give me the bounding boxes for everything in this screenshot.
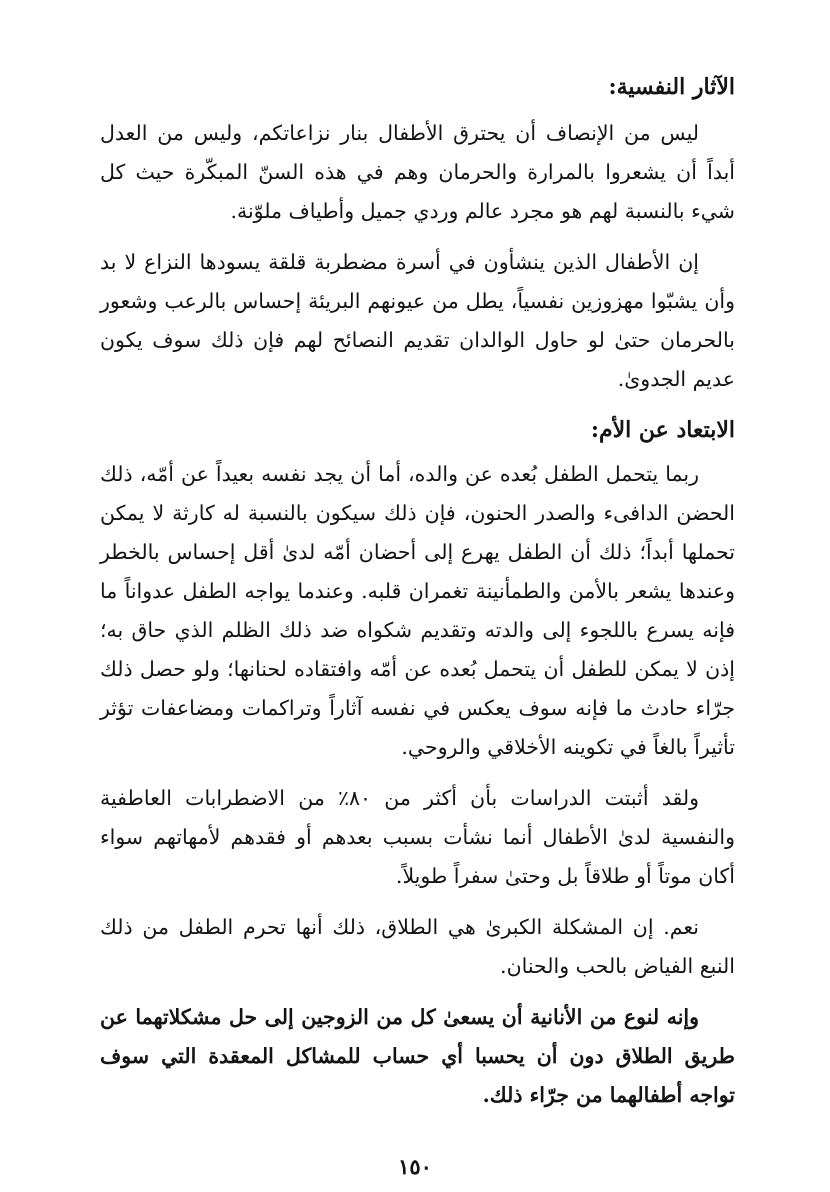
paragraph-divorce-problem: نعم. إن المشكلة الكبرىٰ هي الطلاق، ذلك أنها تحرم الطفل من ذلك النبع الفياض بالحب والحنان. [100, 915, 735, 978]
page-number: ١٥٠ [398, 1154, 432, 1179]
paragraph-studies: ولقد أثبتت الدراسات بأن أكثر من ٨٠٪ من الاضطرابات العاطفية والنفسية لدىٰ الأطفال أنما نشأت بسبب بعدهم أو فقدهم لأمهاتهم سواء أكان موتاً أو طلاقاً بل وحتىٰ سفراً طويلاً. [100, 786, 735, 888]
section-heading-psychological-effects: الآثار النفسية: [608, 74, 735, 100]
paragraph-selfishness: وإنه لنوع من الأنانية أن يسعىٰ كل من الزوجين إلى حل مشكلاتهما عن طريق الطلاق دون أن يحسبا أي حساب للمشاكل المعقدة التي سوف تواجه أطفالهما من جرّاء ذلك. [100, 1005, 735, 1107]
section-heading-distance-from-mother: الابتعاد عن الأم: [590, 417, 735, 443]
paragraph-fairness: ليس من الإنصاف أن يحترق الأطفال بنار نزاعاتكم، وليس من العدل أبداً أن يشعروا بالمرارة والحرمان وهم في هذه السنّ المبكّرة حيث كل شيء بالنسبة لهم هو مجرد عالم وردي جميل وأطياف ملوّنة. [100, 121, 735, 223]
paragraph-child-and-mother: ربما يتحمل الطفل بُعده عن والده، أما أن يجد نفسه بعيداً عن أمّه، ذلك الحضن الدافىء والصدر الحنون، فإن ذلك سيكون بالنسبة له كارثة لا يمكن تحملها أبداً؛ ذلك أن الطفل يهرع إلى أحضان أمّه لدىٰ أقل إحساس بالخطر وعندها يشعر بالأمن والطمأنينة تغمران قلبه. وعندما يواجه الطفل عدواناً ما فإنه يسرع باللجوء إلى والدته وتقديم شكواه ضد ذلك الظلم الذي حاق به؛ إذن لا يمكن للطفل أن يتحمل بُعده عن أمّه وافتقاده لحنانها؛ ولو حصل ذلك جرّاء حادث ما فإنه سوف يعكس في نفسه آثاراً وتراكمات ومضاعفات تؤثر تأثيراً بالغاً في تكوينه الأخلاقي والروحي. [100, 462, 735, 759]
paragraph-turbulent-family: إن الأطفال الذين ينشأون في أسرة مضطربة قلقة يسودها النزاع لا بد وأن يشبّوا مهزوزين نفسياً، يطل من عيونهم البريئة إحساس بالرعب وشعور بالحرمان حتىٰ لو حاول الوالدان تقديم النصائح لهم فإن ذلك سوف يكون عديم الجدوىٰ. [100, 250, 735, 391]
